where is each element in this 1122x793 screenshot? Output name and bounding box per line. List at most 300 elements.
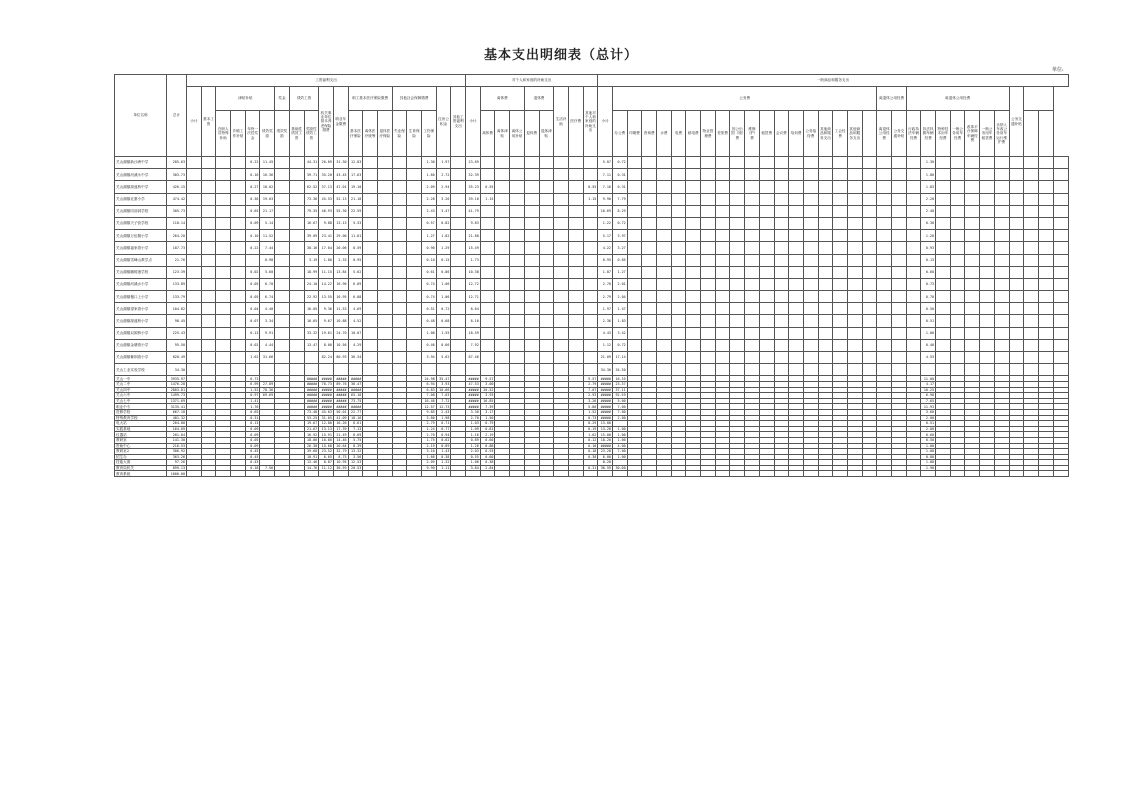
cell-e: 10.88 [333,315,348,327]
col-car-0: 行政执法车辆经费 [906,111,921,157]
cell-empty [847,157,862,169]
cell-empty [216,193,231,205]
cell-i: 1.06 [466,460,481,466]
cell-empty [275,327,290,339]
cell-n: 0.51 [921,421,936,427]
cell-empty [642,254,657,266]
cell-empty [642,217,657,229]
cell-unit-name: 关山工业实验学校 [115,364,167,376]
cell-empty [892,303,907,315]
cell-e: 47.01 [333,181,348,193]
cell-empty [730,278,745,290]
cell-empty [524,364,539,376]
cell-m: 7.00 [612,404,627,410]
cell-empty [980,315,995,327]
cell-n: 2.00 [921,415,936,421]
cell-empty [833,169,848,181]
cell-empty [363,157,378,169]
cell-empty [554,364,569,376]
cell-empty [671,352,686,364]
cell-empty [965,254,980,266]
cell-empty [671,157,686,169]
cell-b: 3.34 [260,315,275,327]
cell-empty [363,217,378,229]
cell-b: 7.44 [260,242,275,254]
cell-empty [892,205,907,217]
cell-empty [216,266,231,278]
cell-empty [275,278,290,290]
cell-empty [803,315,818,327]
cell-empty [568,327,583,339]
cell-empty [201,230,216,242]
cell-empty [994,327,1009,339]
cell-i: 18.59 [466,327,481,339]
col-office-4: 电费 [671,111,686,157]
cell-m: 17.14 [612,352,627,364]
cell-d: 9.67 [319,315,334,327]
cell-empty [1053,291,1068,303]
cell-l: 15.00 [598,432,613,438]
col-office-7: 差旅费 [715,111,730,157]
cell-empty [231,217,246,229]
cell-f: 65.18 [348,393,363,399]
cell-empty [877,315,892,327]
cell-empty [407,364,422,376]
cell-j [480,242,495,254]
col-office-2: 咨询费 [642,111,657,157]
cell-j: 1.50 [480,415,495,421]
cell-empty [201,339,216,351]
cell-empty [1038,169,1053,181]
cell-empty [392,169,407,181]
cell-a [245,471,260,477]
cell-empty [495,157,510,169]
cell-c: 16.05 [304,303,319,315]
table-row [115,471,1069,477]
cell-g: 3.16 [422,449,437,455]
cell-empty [627,181,642,193]
table-row [115,364,1069,376]
cell-empty [275,364,290,376]
cell-empty [187,278,202,290]
cell-empty [392,193,407,205]
cell-empty [554,471,569,477]
cell-unit-name: 教研室 [115,437,167,443]
cell-empty [231,254,246,266]
cell-e: 17.39 [333,426,348,432]
cell-i: 35.23 [466,181,481,193]
cell-empty [568,339,583,351]
cell-f: 19.10 [348,181,363,193]
cell-empty [686,352,701,364]
cell-l: 18.20 [598,437,613,443]
cell-empty [363,303,378,315]
cell-empty [407,303,422,315]
cell-d: 11.15 [319,266,334,278]
cell-h: 3.47 [436,205,451,217]
cell-empty [1038,303,1053,315]
cell-empty [701,364,716,376]
cell-empty [275,205,290,217]
cell-total: 426.15 [167,181,187,193]
cell-i: 1.26 [466,443,481,449]
cell-unit-name: 职业中专 [115,404,167,410]
col-car-2: 特种技术用车经费 [936,111,951,157]
cell-empty [275,217,290,229]
cell-empty [936,471,951,477]
cell-empty [906,254,921,266]
cell-f: 6.89 [348,278,363,290]
col-extra-a [1024,111,1039,157]
cell-empty [730,352,745,364]
cell-empty [231,157,246,169]
cell-empty [377,352,392,364]
cell-total: 34.30 [167,364,187,376]
cell-c: 3.19 [304,254,319,266]
cell-empty [774,327,789,339]
cell-l: ##### [598,387,613,393]
cell-empty [392,157,407,169]
cell-n: 4.53 [921,352,936,364]
col-bonus: 奖金 [275,87,290,111]
cell-c: 24.10 [304,278,319,290]
cell-a: 0.43 [245,460,260,466]
cell-empty [216,339,231,351]
cell-empty [994,315,1009,327]
cell-m: 0.31 [612,181,627,193]
cell-empty [847,242,862,254]
cell-empty [627,230,642,242]
cell-empty [275,291,290,303]
cell-empty [568,315,583,327]
cell-empty [216,181,231,193]
table-row [115,376,1069,382]
cell-h: 0.72 [436,303,451,315]
cell-empty [554,193,569,205]
cell-empty [495,291,510,303]
cell-g: 0.74 [422,291,437,303]
table-row [115,266,1069,278]
cell-empty [833,352,848,364]
cell-empty [289,315,304,327]
cell-m: 1.00 [612,454,627,460]
cell-empty [847,327,862,339]
cell-empty [495,242,510,254]
cell-empty [392,278,407,290]
cell-empty [216,315,231,327]
cell-d: 17.04 [319,242,334,254]
cell-j [480,217,495,229]
cell-e [333,471,348,477]
col-office-3: 水费 [657,111,672,157]
cell-f: 12.53 [348,460,363,466]
cell-empty [774,278,789,290]
cell-f: 17.63 [348,169,363,181]
cell-empty [818,364,833,376]
cell-k [583,339,598,351]
cell-b: 6.74 [260,291,275,303]
cell-empty [789,254,804,266]
cell-m: 2.00 [612,415,627,421]
cell-f: 4.69 [348,303,363,315]
cell-empty [862,217,877,229]
cell-k [583,230,598,242]
cell-empty [289,254,304,266]
cell-empty [833,339,848,351]
cell-empty [774,352,789,364]
cell-empty [510,364,525,376]
cell-empty [275,339,290,351]
cell-empty [936,254,951,266]
cell-i: 8.16 [466,315,481,327]
cell-empty [1038,315,1053,327]
table-row [115,217,1069,229]
cell-empty [642,315,657,327]
cell-d: 35.20 [319,169,334,181]
cell-h: 0.15 [436,254,451,266]
cell-b: 4.40 [260,303,275,315]
cell-empty [965,157,980,169]
cell-empty [994,217,1009,229]
cell-g: 7.08 [422,393,437,399]
cell-c: 39.09 [304,230,319,242]
cell-b: 5.14 [260,217,275,229]
cell-e: 20.64 [333,443,348,449]
cell-h: 0.38 [436,454,451,460]
cell-empty [510,169,525,181]
cell-empty [994,254,1009,266]
cell-e: 80.93 [333,352,348,364]
cell-empty [759,254,774,266]
cell-e: 10.95 [333,460,348,466]
cell-empty [833,327,848,339]
cell-empty [657,339,672,351]
cell-empty [715,205,730,217]
cell-empty [539,303,554,315]
cell-empty [950,303,965,315]
cell-n: 0.40 [921,339,936,351]
cell-g: 1.30 [422,157,437,169]
cell-empty [965,339,980,351]
cell-empty [657,303,672,315]
cell-empty [818,230,833,242]
col-office-0: 办公费 [612,111,627,157]
cell-empty [539,217,554,229]
cell-empty [451,315,466,327]
cell-empty [671,278,686,290]
cell-empty [289,364,304,376]
cell-empty [231,266,246,278]
cell-empty [495,364,510,376]
cell-empty [627,364,642,376]
cell-empty [789,205,804,217]
cell-e: ##### [333,398,348,404]
cell-m: 1.47 [612,303,627,315]
cell-b: 5.60 [260,266,275,278]
cell-l: 5.17 [598,230,613,242]
cell-empty [377,242,392,254]
cell-n: 10.25 [921,387,936,393]
col-office-14: 其他商品和服务支出 [818,111,833,157]
cell-total: 216.53 [167,443,187,449]
cell-n: 1.00 [921,443,936,449]
col-allowance-2: 年终一次性奖金 [245,111,260,157]
cell-empty [774,157,789,169]
cell-c: ##### [304,398,319,404]
cell-empty [392,327,407,339]
col-retire-2: 离休公用补贴 [510,111,525,157]
cell-c: ##### [304,376,319,382]
cell-empty [642,157,657,169]
col-medical-0: 基本医疗保险 [348,111,363,157]
cell-m: 0.72 [612,157,627,169]
cell-empty [730,364,745,376]
cell-total: 401.32 [167,415,187,421]
cell-b: 78.36 [260,387,275,393]
cell-d: 19.61 [319,327,334,339]
cell-c: 13.47 [304,339,319,351]
cell-empty [847,352,862,364]
cell-empty [745,327,760,339]
col-wage-subtotal: 小计 [187,87,202,157]
cell-empty [745,169,760,181]
cell-a: 0.02 [245,266,260,278]
cell-empty [392,266,407,278]
cell-n [921,364,936,376]
cell-empty [950,339,965,351]
cell-e: 41.09 [333,415,348,421]
cell-m: 1.83 [612,315,627,327]
cell-empty [906,266,921,278]
cell-n: 1.00 [921,449,936,455]
cell-h: 1.06 [436,278,451,290]
cell-empty [231,193,246,205]
cell-empty [980,471,995,477]
cell-f: 13.32 [348,449,363,455]
cell-empty [524,352,539,364]
cell-empty [510,242,525,254]
cell-m: 1.00 [612,426,627,432]
cell-j [480,169,495,181]
cell-empty [950,327,965,339]
cell-f: 36.34 [348,352,363,364]
cell-empty [392,217,407,229]
cell-total: 820.49 [167,352,187,364]
cell-empty [1038,352,1053,364]
cell-empty [363,169,378,181]
cell-empty [671,193,686,205]
table-row [115,449,1069,455]
cell-empty [789,471,804,477]
cell-empty [1053,352,1068,364]
cell-empty [1009,471,1024,477]
cell-empty [833,471,848,477]
cell-b [260,471,275,477]
table-row [115,387,1069,393]
cell-empty [524,157,539,169]
cell-empty [892,291,907,303]
cell-c: 19.67 [304,421,319,427]
cell-empty [627,303,642,315]
cell-empty [715,230,730,242]
cell-empty [539,242,554,254]
cell-empty [510,471,525,477]
cell-empty [216,157,231,169]
cell-m: 1.27 [612,266,627,278]
cell-empty [657,242,672,254]
cell-j [480,352,495,364]
cell-f: 8.39 [348,443,363,449]
cell-d: 12.00 [319,421,334,427]
cell-empty [407,278,422,290]
cell-empty [686,169,701,181]
col-allowance-1: 乡镇工作补贴 [231,111,246,157]
cell-empty [877,157,892,169]
cell-empty [1024,471,1039,477]
cell-empty [803,193,818,205]
cell-empty [642,352,657,364]
cell-empty [377,205,392,217]
cell-empty [1038,339,1053,351]
cell-empty [965,230,980,242]
cell-b: 69.69 [260,393,275,399]
cell-a: 1.76 [245,404,260,410]
cell-empty [847,339,862,351]
cell-f: ##### [348,404,363,410]
expense-table-container [114,74,1066,477]
cell-empty [715,364,730,376]
cell-i: ##### [466,387,481,393]
cell-empty [524,471,539,477]
cell-empty [554,303,569,315]
cell-empty [201,193,216,205]
cell-empty [686,217,701,229]
cell-empty [451,266,466,278]
cell-empty [730,327,745,339]
cell-empty [289,169,304,181]
cell-empty [833,242,848,254]
cell-empty [495,193,510,205]
cell-empty [363,364,378,376]
cell-j: 1.15 [480,193,495,205]
cell-j [480,291,495,303]
cell-empty [936,157,951,169]
cell-d: 45.63 [319,409,334,415]
cell-empty [554,339,569,351]
cell-empty [701,205,716,217]
cell-empty [715,193,730,205]
cell-h: 0.62 [436,437,451,443]
cell-empty [833,291,848,303]
cell-d: 23.41 [319,230,334,242]
cell-b: 0.98 [260,254,275,266]
cell-g: 2.79 [422,421,437,427]
cell-empty [994,193,1009,205]
col-medical-fee: 医疗费 [568,87,583,157]
cell-empty [701,254,716,266]
col-allowance-3: 绩效奖励 [260,111,275,157]
cell-empty [1053,181,1068,193]
cell-empty [759,230,774,242]
cell-empty [818,291,833,303]
cell-i [466,364,481,376]
cell-empty [216,291,231,303]
cell-f: 36.47 [348,381,363,387]
cell-empty [495,278,510,290]
cell-empty [701,266,716,278]
cell-empty [730,303,745,315]
cell-empty [657,230,672,242]
